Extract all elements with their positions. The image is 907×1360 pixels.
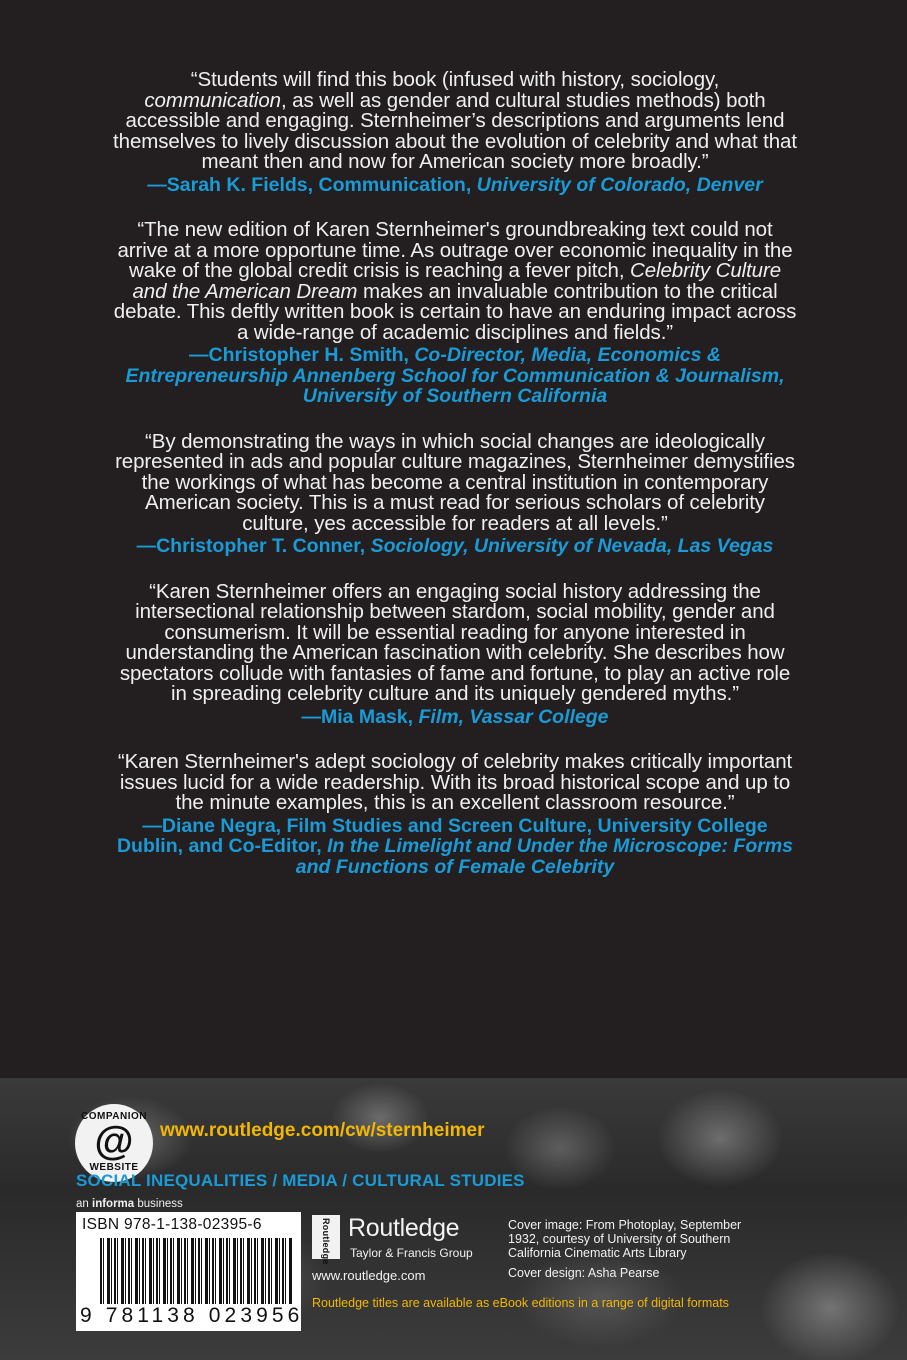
- blurb-attribution: —Diane Negra, Film Studies and Screen Culture, University College Dublin, and Co-Editor, In the Limelight and Under the Microscope: Forms and Functions of Female Celebrity: [116, 814, 794, 878]
- blurb-attribution: —Sarah K. Fields, Communication, University of Colorado, Denver: [147, 173, 763, 196]
- subject-categories: SOCIAL INEQUALITIES / MEDIA / CULTURAL STUDIES: [76, 1171, 525, 1190]
- ebook-availability-note: Routledge titles are available as eBook editions in a range of digital formats: [312, 1296, 729, 1310]
- companion-website-link[interactable]: www.routledge.com/cw/sternheimer: [160, 1120, 485, 1141]
- back-cover-photo-band: [0, 1078, 907, 1360]
- blurb-attribution: —Christopher H. Smith, Co-Director, Media, Economics & Entrepreneurship Annenberg School for Communication & Journalism, University of Southern California: [125, 344, 785, 407]
- cover-design-credit: Cover design: Asha Pearse: [508, 1266, 660, 1280]
- blurb-smith: [110, 220, 800, 407]
- barcode-digits: 9 781138 023956: [80, 1304, 304, 1327]
- companion-label: COMPANION: [81, 1111, 147, 1122]
- blurb-mask: [110, 579, 800, 728]
- publisher-website[interactable]: www.routledge.com: [312, 1268, 426, 1283]
- blurb-quote: “Karen Sternheimer offers an engaging social history addressing the intersectional relationship between stardom, social mobility, gender and consumerism. It will be essential reading for anyone interested in understanding the American fascination with celebrity. She describes how spectators collude with fantasies of fame and fortune, to play an active role in spreading celebrity culture and its uniquely gendered myths.”: [119, 579, 791, 705]
- blurb-quote: “By demonstrating the ways in which social changes are ideologically represented in ads and popular culture magazines, Sternheimer demystifies the workings of what has become a central institution in contemporary American society. This is a must read for serious scholars of celebrity culture, yes accessible for readers at all levels.”: [115, 429, 795, 535]
- blurb-quote: “Karen Sternheimer's adept sociology of celebrity makes critically important issues lucid for a wide readership. With its broad historical scope and up to the minute examples, this is an excellent classroom resource.”: [117, 750, 793, 814]
- informa-tagline: an informa business: [76, 1198, 183, 1210]
- publisher-group: Taylor & Francis Group: [350, 1246, 473, 1260]
- blurb-negra: [110, 752, 800, 877]
- blurb-fields: [110, 70, 800, 195]
- blurb-quote: “Students will find this book (infused with history, sociology, communication, as well as gender and cultural studies methods) both accessible and engaging. Sternheimer’s descriptions and arguments lend themselves to lively discussion about the evolution of celebrity and what that meant then and now for American society more broadly.”: [113, 68, 797, 173]
- publisher-name: Routledge: [348, 1214, 460, 1242]
- cover-image-credit: Cover image: From Photoplay, September 1932, courtesy of University of Southern California Cinematic Arts Library: [508, 1218, 742, 1260]
- blurb-attribution: —Mia Mask, Film, Vassar College: [301, 705, 609, 728]
- endorsements: [110, 70, 800, 902]
- barcode-bars: [100, 1238, 292, 1304]
- barcode: [76, 1212, 304, 1331]
- at-symbol-icon: @: [94, 1119, 134, 1163]
- isbn-label: ISBN 978-1-138-02395-6: [82, 1216, 262, 1233]
- blurb-attribution: —Christopher T. Conner, Sociology, University of Nevada, Las Vegas: [136, 535, 774, 557]
- blurb-conner: [110, 429, 800, 557]
- website-label: WEBSITE: [89, 1162, 139, 1173]
- routledge-logo-icon: Routledge: [312, 1215, 340, 1259]
- blurb-quote: “The new edition of Karen Sternheimer's groundbreaking text could not arrive at a more opportune time. As outrage over economic inequality in the wake of the global credit crisis is reaching a fever pitch, Celebrity Culture and the American Dream makes an invaluable contribution to the critical debate. This deftly written book is certain to have an enduring impact across a wide-range of academic disciplines and fields.”: [113, 218, 797, 344]
